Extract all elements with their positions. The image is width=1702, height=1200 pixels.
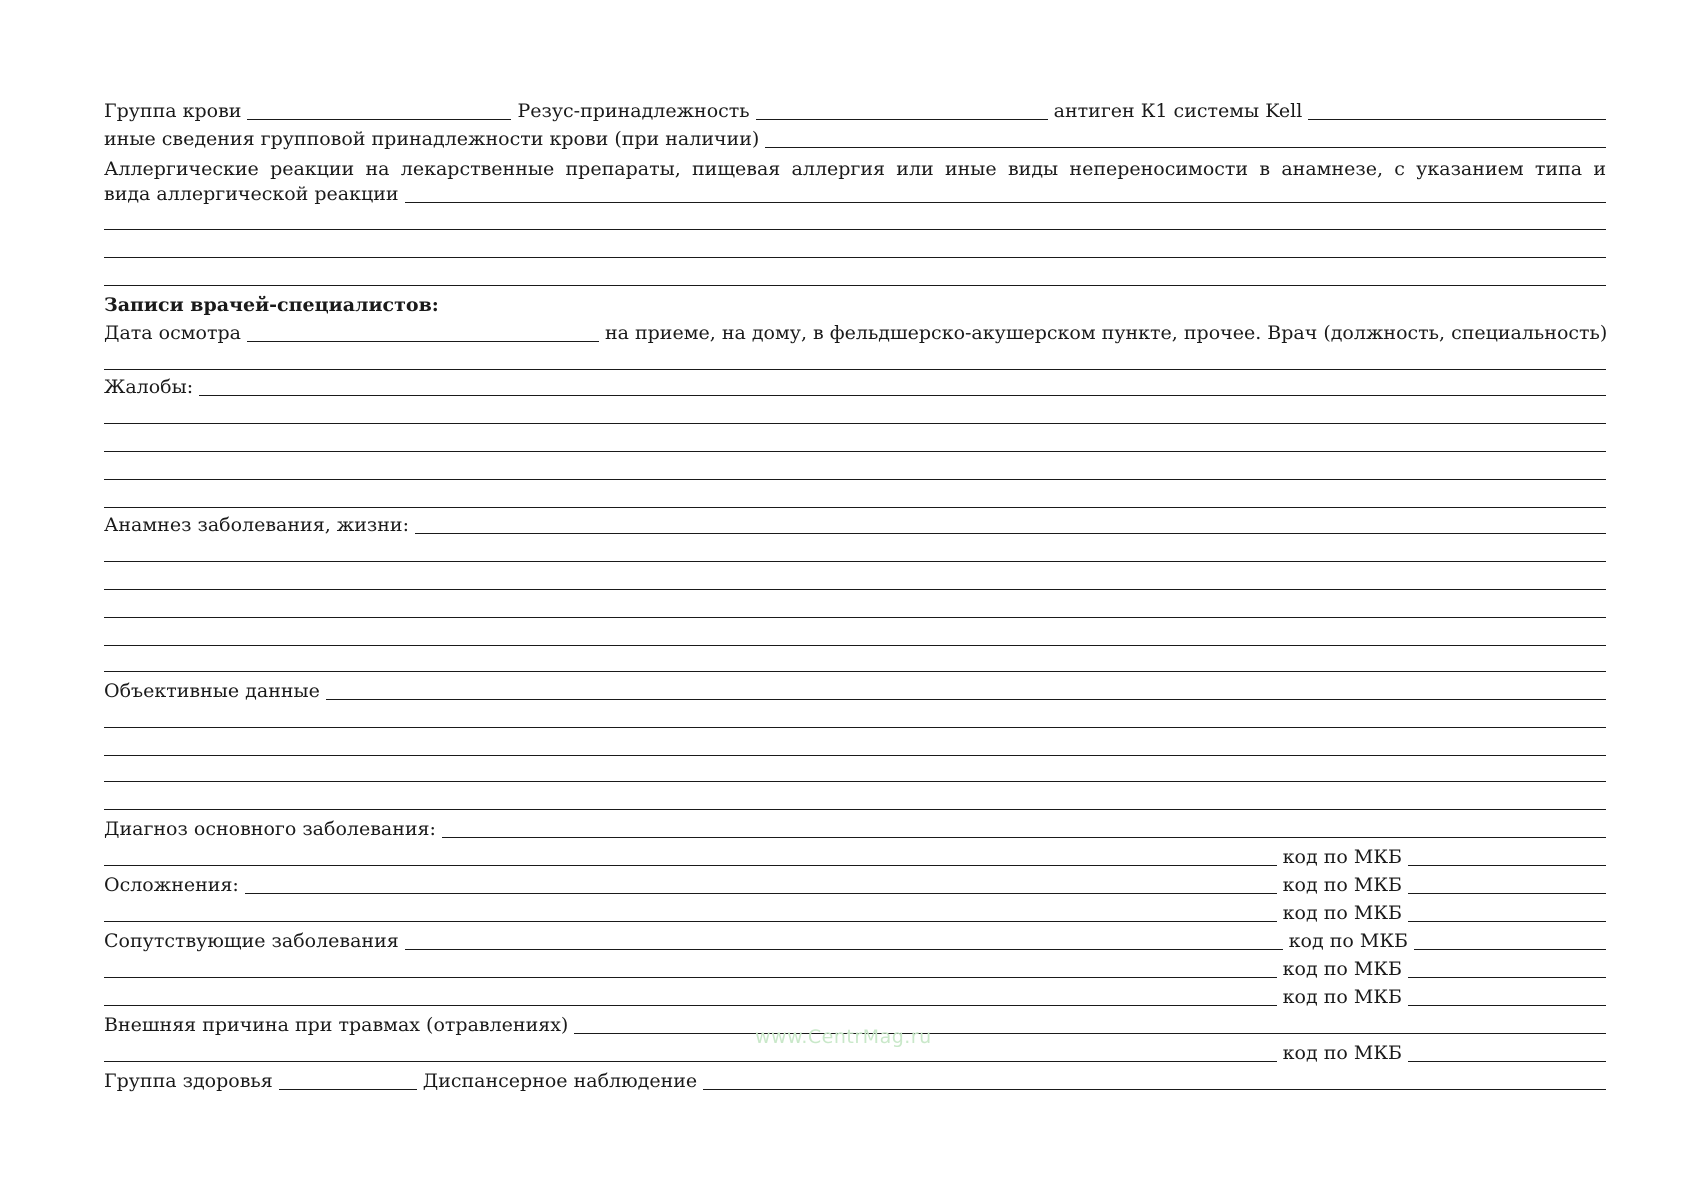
objective-label: Объективные данные bbox=[104, 680, 320, 702]
kell-antigen-field[interactable] bbox=[1308, 119, 1606, 120]
external-cause-label: Внешняя причина при травмах (отравлениях) bbox=[104, 1014, 569, 1036]
external-cause-field-line[interactable] bbox=[104, 1061, 1277, 1062]
complaints-extra-line bbox=[104, 456, 1606, 484]
complaints-field-line[interactable] bbox=[104, 451, 1606, 452]
complaints-row bbox=[104, 372, 1606, 400]
blood-group-label: Группа крови bbox=[104, 100, 242, 122]
main-diagnosis-row bbox=[104, 814, 1606, 842]
anamnesis-extra-line bbox=[104, 648, 1606, 676]
anamnesis-extra-line bbox=[104, 538, 1606, 566]
complications-label: Осложнения: bbox=[104, 874, 239, 896]
icd-code-label: код по МКБ bbox=[1282, 958, 1402, 980]
other-blood-info-row bbox=[104, 124, 1606, 152]
health-group-label: Группа здоровья bbox=[104, 1070, 273, 1092]
icd-code-label: код по МКБ bbox=[1282, 902, 1402, 924]
allergy-extra-line bbox=[104, 234, 1606, 262]
complaints-extra-line bbox=[104, 484, 1606, 512]
complaints-field-line[interactable] bbox=[104, 507, 1606, 508]
concomitant-icd-row bbox=[104, 954, 1606, 982]
anamnesis-field-line[interactable] bbox=[104, 671, 1606, 672]
anamnesis-row bbox=[104, 510, 1606, 538]
anamnesis-field-line[interactable] bbox=[104, 617, 1606, 618]
concomitant-field[interactable] bbox=[405, 949, 1283, 950]
allergy-extra-line bbox=[104, 262, 1606, 290]
icd-code-field[interactable] bbox=[1414, 949, 1606, 950]
complaints-extra-line bbox=[104, 400, 1606, 428]
icd-code-field[interactable] bbox=[1408, 1061, 1606, 1062]
concomitant-field-line[interactable] bbox=[104, 977, 1277, 978]
icd-code-field[interactable] bbox=[1408, 921, 1606, 922]
icd-code-label: код по МКБ bbox=[1288, 930, 1408, 952]
anamnesis-extra-line bbox=[104, 594, 1606, 622]
health-group-field[interactable] bbox=[279, 1089, 417, 1090]
allergy-extra-line bbox=[104, 206, 1606, 234]
complications-field-line[interactable] bbox=[104, 921, 1277, 922]
objective-extra-line bbox=[104, 786, 1606, 814]
complications-row bbox=[104, 870, 1606, 898]
icd-code-label: код по МКБ bbox=[1282, 1042, 1402, 1064]
complaints-label: Жалобы: bbox=[104, 376, 194, 398]
complaints-field-line[interactable] bbox=[104, 479, 1606, 480]
concomitant-row bbox=[104, 926, 1606, 954]
complaints-extra-line bbox=[104, 428, 1606, 456]
objective-extra-line bbox=[104, 732, 1606, 760]
kell-antigen-label: антиген К1 системы Kell bbox=[1053, 100, 1303, 122]
dispensary-field[interactable] bbox=[703, 1089, 1606, 1090]
complications-icd-row bbox=[104, 898, 1606, 926]
icd-code-label: код по МКБ bbox=[1282, 986, 1402, 1008]
allergy-field-line[interactable] bbox=[104, 257, 1606, 258]
watermark: www.CentrMag.ru bbox=[755, 1026, 932, 1048]
specialists-heading: Записи врачей-специалистов: bbox=[104, 294, 439, 316]
allergy-description-line: Аллергические реакции на лекарственные препараты, пищевая аллергия или иные виды непереносимости в анамнезе, с указанием типа и bbox=[104, 158, 1606, 180]
anamnesis-extra-line bbox=[104, 566, 1606, 594]
health-group-row bbox=[104, 1066, 1606, 1094]
anamnesis-field-line[interactable] bbox=[104, 561, 1606, 562]
doctor-position-line bbox=[104, 346, 1606, 374]
anamnesis-field-line[interactable] bbox=[104, 645, 1606, 646]
complaints-field-line[interactable] bbox=[104, 423, 1606, 424]
main-diagnosis-icd-row bbox=[104, 842, 1606, 870]
icd-code-field[interactable] bbox=[1408, 977, 1606, 978]
external-cause-field[interactable] bbox=[574, 1033, 1606, 1034]
objective-row bbox=[104, 676, 1606, 704]
objective-field-line[interactable] bbox=[104, 781, 1606, 782]
icd-code-label: код по МКБ bbox=[1282, 846, 1402, 868]
objective-field-line[interactable] bbox=[104, 727, 1606, 728]
dispensary-label: Диспансерное наблюдение bbox=[422, 1070, 698, 1092]
rhesus-label: Резус-принадлежность bbox=[517, 100, 750, 122]
allergy-row bbox=[104, 179, 1606, 207]
doctor-position-field[interactable] bbox=[104, 369, 1606, 370]
anamnesis-extra-line bbox=[104, 622, 1606, 650]
main-diagnosis-field-line[interactable] bbox=[104, 865, 1277, 866]
icd-code-field[interactable] bbox=[1408, 1005, 1606, 1006]
icd-code-label: код по МКБ bbox=[1282, 874, 1402, 896]
exam-date-row bbox=[104, 318, 1606, 346]
concomitant-field-line[interactable] bbox=[104, 1005, 1277, 1006]
objective-field[interactable] bbox=[326, 699, 1606, 700]
objective-field-line[interactable] bbox=[104, 755, 1606, 756]
anamnesis-field[interactable] bbox=[415, 533, 1606, 534]
icd-code-field[interactable] bbox=[1408, 893, 1606, 894]
objective-extra-line bbox=[104, 758, 1606, 786]
anamnesis-label: Анамнез заболевания, жизни: bbox=[104, 514, 410, 536]
icd-code-field[interactable] bbox=[1408, 865, 1606, 866]
main-diagnosis-field[interactable] bbox=[442, 837, 1606, 838]
other-blood-info-field[interactable] bbox=[765, 147, 1606, 148]
allergy-field-line[interactable] bbox=[104, 285, 1606, 286]
concomitant-label: Сопутствующие заболевания bbox=[104, 930, 399, 952]
exam-date-field[interactable] bbox=[247, 341, 599, 342]
exam-date-label: Дата осмотра bbox=[104, 322, 241, 344]
anamnesis-field-line[interactable] bbox=[104, 589, 1606, 590]
allergy-field[interactable] bbox=[405, 202, 1606, 203]
complications-field[interactable] bbox=[245, 893, 1277, 894]
other-blood-info-label: иные сведения групповой принадлежности крови (при наличии) bbox=[104, 128, 760, 150]
blood-group-field[interactable] bbox=[247, 119, 511, 120]
complaints-field[interactable] bbox=[199, 395, 1606, 396]
objective-extra-line bbox=[104, 704, 1606, 732]
concomitant-icd-row bbox=[104, 982, 1606, 1010]
specialists-heading-row bbox=[104, 290, 1606, 318]
rhesus-field[interactable] bbox=[756, 119, 1048, 120]
allergy-type-label: вида аллергической реакции bbox=[104, 183, 399, 205]
main-diagnosis-label: Диагноз основного заболевания: bbox=[104, 818, 436, 840]
objective-field-line[interactable] bbox=[104, 809, 1606, 810]
allergy-field-line[interactable] bbox=[104, 229, 1606, 230]
exam-place-text: на приеме, на дому, в фельдшерско-акушерском пункте, прочее. Врач (должность, специальность) bbox=[604, 322, 1608, 344]
blood-group-row bbox=[104, 96, 1606, 124]
